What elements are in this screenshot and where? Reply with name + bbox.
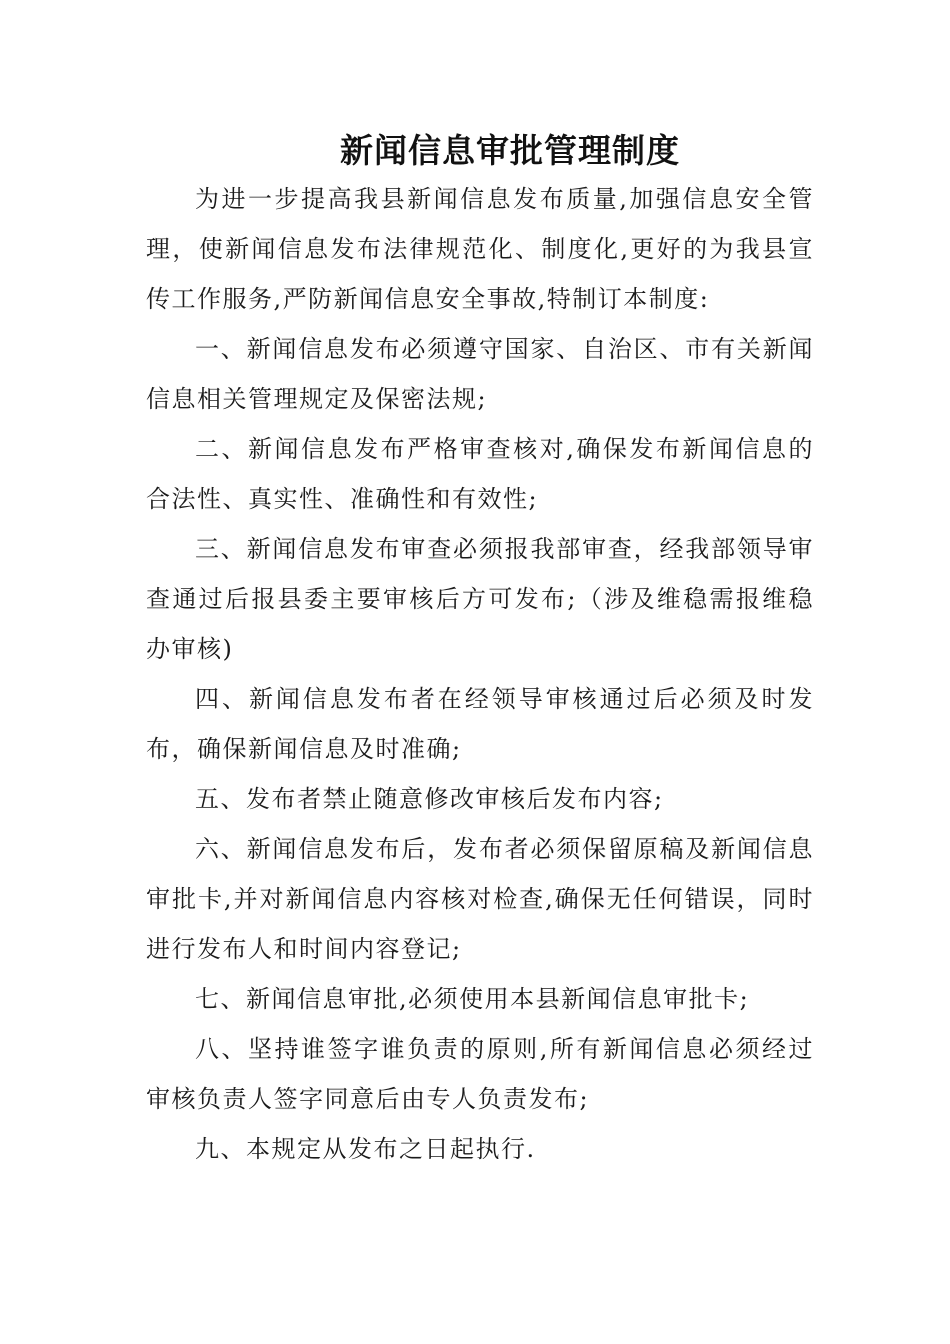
clause-3: 三、新闻信息发布审查必须报我部审查，经我部领导审查通过后报县委主要审核后方可发布;（涉及维稳需报维稳办审核) [146, 535, 814, 663]
document-body [146, 174, 814, 1174]
clause-6: 六、新闻信息发布后，发布者必须保留原稿及新闻信息审批卡,并对新闻信息内容核对检查,确保无任何错误，同时进行发布人和时间内容登记; [146, 835, 814, 963]
clause-5: 五、发布者禁止随意修改审核后发布内容; [195, 785, 664, 813]
intro-paragraph: 为进一步提高我县新闻信息发布质量,加强信息安全管理，使新闻信息发布法律规范化、制度化,更好的为我县宣传工作服务,严防新闻信息安全事故,特制订本制度: [146, 185, 814, 313]
document-title: 新闻信息审批管理制度 [340, 131, 680, 170]
clause-7: 七、新闻信息审批,必须使用本县新闻信息审批卡; [195, 985, 750, 1013]
clause-1: 一、新闻信息发布必须遵守国家、自治区、市有关新闻信息相关管理规定及保密法规; [146, 335, 814, 413]
clause-8: 八、坚持谁签字谁负责的原则,所有新闻信息必须经过审核负责人签字同意后由专人负责发布; [146, 1035, 814, 1113]
clause-4: 四、新闻信息发布者在经领导审核通过后必须及时发布，确保新闻信息及时准确; [146, 685, 814, 763]
clause-2: 二、新闻信息发布严格审查核对,确保发布新闻信息的合法性、真实性、准确性和有效性; [146, 435, 814, 513]
clause-9: 九、本规定从发布之日起执行. [195, 1135, 536, 1163]
